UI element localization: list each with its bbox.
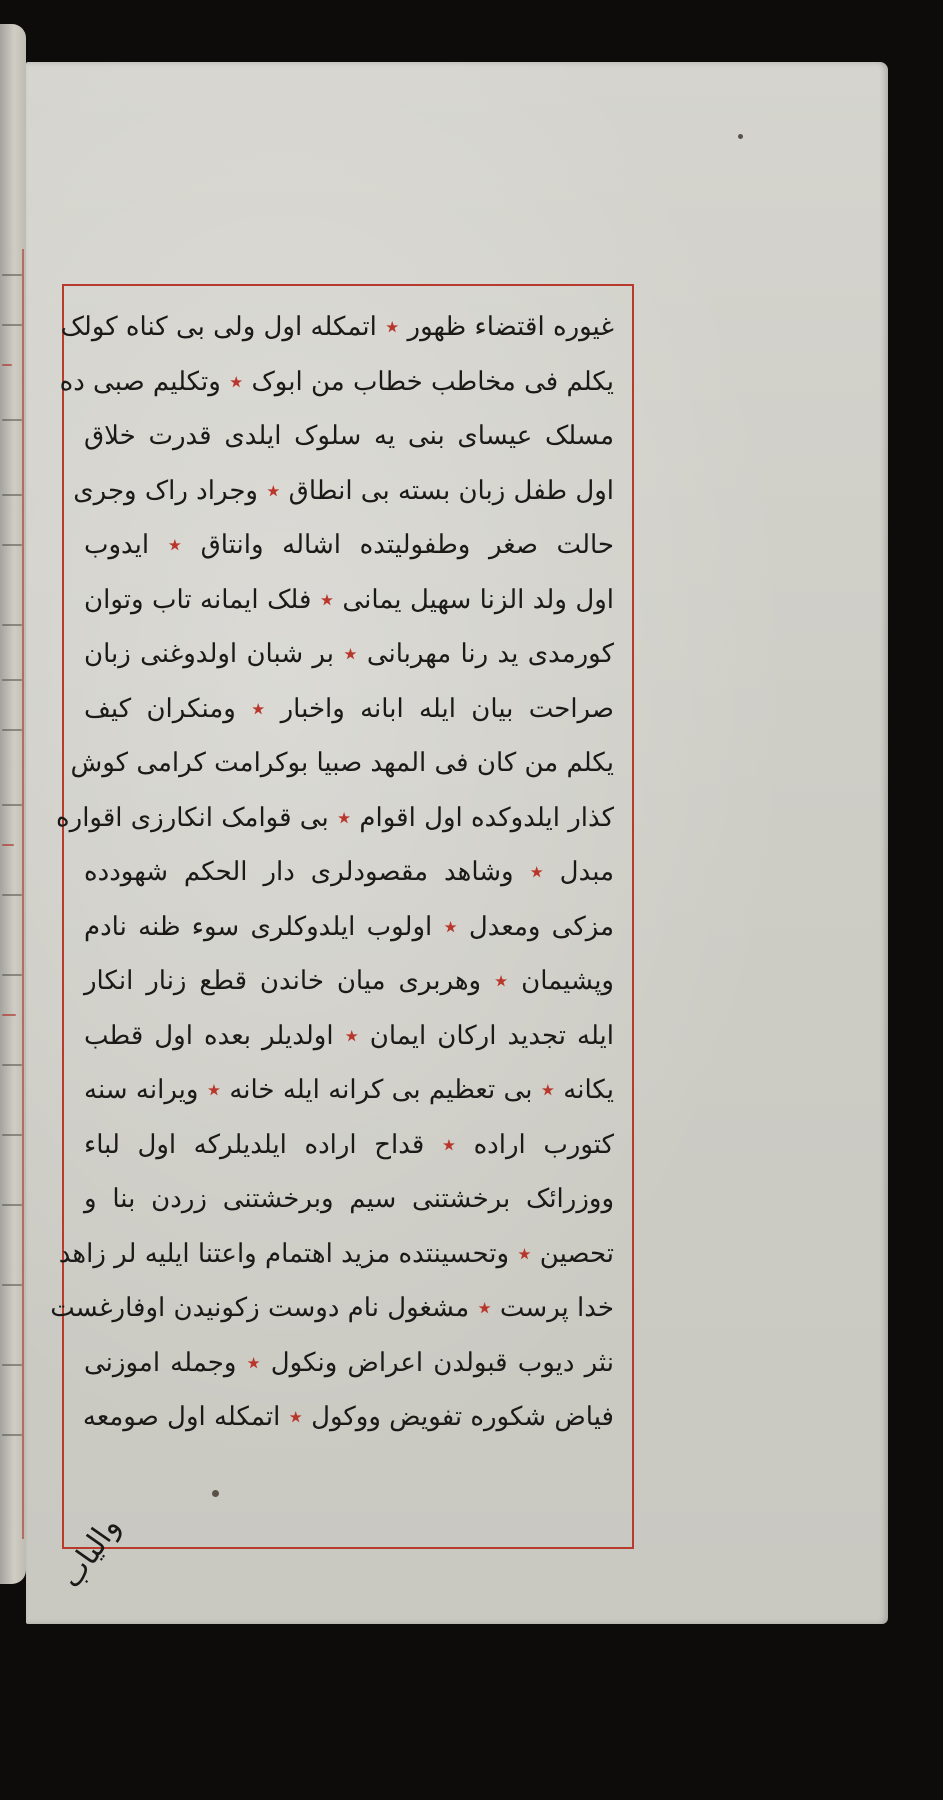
rubric-mark: ٭ bbox=[385, 312, 400, 342]
text-line: مبدل ٭ وشاهد مقصودلری دار الحکم شهودده bbox=[84, 857, 614, 887]
rubric-mark: ٭ bbox=[443, 911, 458, 942]
catchword: والیاب bbox=[53, 1510, 128, 1595]
rubric-mark: ٭ bbox=[167, 530, 182, 560]
text-block bbox=[50, 300, 615, 1445]
rubric-mark: ٭ bbox=[529, 857, 544, 887]
text-line: حالت صغر وطفولیتده اشاله وانتاق ٭ ایدوب bbox=[84, 530, 615, 560]
rubric-mark: ٭ bbox=[494, 966, 509, 996]
rubric-mark: ٭ bbox=[540, 1075, 555, 1105]
text-line: خدا پرست ٭ مشغول نام دوست زکونیدن اوفارغست bbox=[50, 1293, 614, 1323]
rubric-mark: ٭ bbox=[229, 366, 244, 397]
text-line: کذار ایلدوکده اول اقوام ٭ بی قوامک انکارزی اقواره bbox=[56, 802, 614, 833]
text-line: فیاض شکوره تفویض ووکول ٭ اتمکله اول صومعه bbox=[82, 1402, 614, 1432]
text-frame bbox=[50, 284, 634, 1549]
facing-page-edge bbox=[0, 24, 26, 1584]
text-line: ووزرائک برخشتنی سیم وبرخشتنی زردن بنا و bbox=[84, 1184, 614, 1214]
rubric-mark: ٭ bbox=[343, 639, 358, 669]
text-line: تحصین ٭ وتحسینتده مزید اهتمام واعتنا ایلیه لر زاهد bbox=[58, 1238, 614, 1269]
rubric-mark: ٭ bbox=[246, 1347, 261, 1378]
rubric-mark: ٭ bbox=[251, 693, 266, 724]
text-line: مزکی ومعدل ٭ اولوب ایلدوکلری سوء ظنه نادم bbox=[84, 911, 615, 942]
rubric-mark: ٭ bbox=[477, 1293, 492, 1323]
rubric-mark: ٭ bbox=[344, 1020, 359, 1051]
text-line: مسلک عیسای بنی یه سلوک ایلدی قدرت خلاق bbox=[84, 421, 614, 451]
text-line: اول ولد الزنا سهیل یمانی ٭ فلک ایمانه تاب وتوان bbox=[84, 584, 614, 615]
text-line: کورمدی ید رنا مهربانی ٭ بر شبان اولدوغنی زبان bbox=[84, 639, 614, 669]
text-line: ایله تجدید ارکان ایمان ٭ اولدیلر بعده اول قطب bbox=[84, 1020, 615, 1051]
text-line: غیوره اقتضاء ظهور ٭ اتمکله اول ولی بی کناه کولک bbox=[60, 312, 614, 342]
manuscript-folio bbox=[26, 62, 888, 1624]
text-line: یکانه ٭ بی تعظیم بی کرانه ایله خانه ٭ ویرانه سنه bbox=[84, 1075, 614, 1105]
rubric-mark: ٭ bbox=[517, 1238, 532, 1269]
rubric-mark: ٭ bbox=[319, 584, 334, 615]
text-line: اول طفل زبان بسته بی انطاق ٭ وجراد راک وجری bbox=[73, 475, 614, 506]
text-line: یکلم فی مخاطب خطاب من ابوک ٭ وتکلیم صبی ده bbox=[59, 366, 614, 397]
text-line: نثر دیوب قبولدن اعراض ونکول ٭ وجمله اموزنی bbox=[84, 1347, 615, 1378]
rubric-mark: ٭ bbox=[288, 1402, 303, 1432]
paper-speck bbox=[738, 134, 743, 139]
text-line: یکلم من کان فی المهد صبیا بوکرامت کرامی کوش bbox=[70, 748, 614, 778]
text-line: وپشیمان ٭ وهربری میان خاندن قطع زنار انکار bbox=[84, 966, 614, 996]
rubric-mark: ٭ bbox=[441, 1129, 457, 1160]
text-line: صراحت بیان ایله ابانه واخبار ٭ ومنکران کیف bbox=[84, 693, 614, 724]
rubric-mark: ٭ bbox=[336, 802, 352, 833]
rubric-mark: ٭ bbox=[266, 475, 281, 506]
text-line: کتورب اراده ٭ قداح اراده ایلدیلرکه اول لباء bbox=[84, 1129, 615, 1160]
rubric-mark: ٭ bbox=[206, 1075, 221, 1105]
